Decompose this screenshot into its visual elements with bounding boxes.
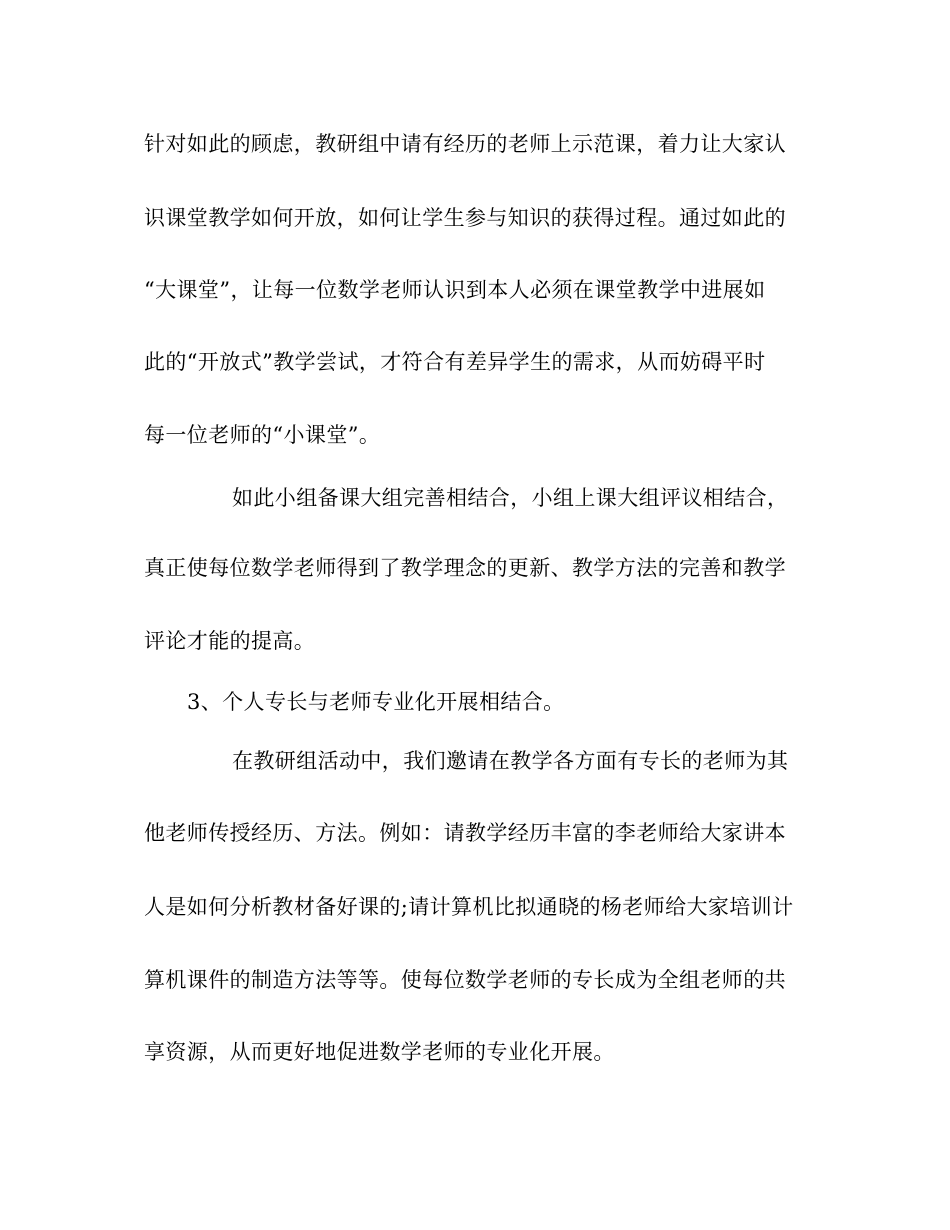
paragraph-line: 人是如何分析教材备好课的;请计算机比拟通晓的杨老师给大家培训计 bbox=[144, 895, 794, 919]
paragraph-line: 每一位老师的“小课堂”。 bbox=[144, 423, 381, 447]
paragraph-line: 算机课件的制造方法等等。使每位数学老师的专长成为全组老师的共 bbox=[144, 968, 786, 992]
section-heading: 3、个人专长与老师专业化开展相结合。 bbox=[187, 690, 565, 714]
paragraph-line: 评论才能的提高。 bbox=[144, 629, 316, 653]
paragraph-line: 他老师传授经历、方法。例如：请教学经历丰富的李老师给大家讲本 bbox=[144, 821, 786, 845]
paragraph-line: 此的“开放式”教学尝试，才符合有差异学生的需求，从而妨碍平时 bbox=[144, 350, 766, 374]
paragraph-line: 针对如此的顾虑，教研组中请有经历的老师上示范课，着力让大家认 bbox=[144, 132, 786, 156]
paragraph-line: 识课堂教学如何开放，如何让学生参与知识的获得过程。通过如此的 bbox=[144, 206, 786, 230]
paragraph-first-line: 在教研组活动中，我们邀请在教学各方面有专长的老师为其 bbox=[232, 749, 789, 773]
paragraph-first-line: 如此小组备课大组完善相结合，小组上课大组评议相结合， bbox=[232, 486, 789, 510]
paragraph-line: 真正使每位数学老师得到了教学理念的更新、教学方法的完善和教学 bbox=[144, 556, 786, 580]
paragraph-line: 享资源，从而更好地促进数学老师的专业化开展。 bbox=[144, 1040, 615, 1064]
paragraph-line: “大课堂”，让每一位数学老师认识到本人必须在课堂教学中进展如 bbox=[144, 278, 766, 302]
